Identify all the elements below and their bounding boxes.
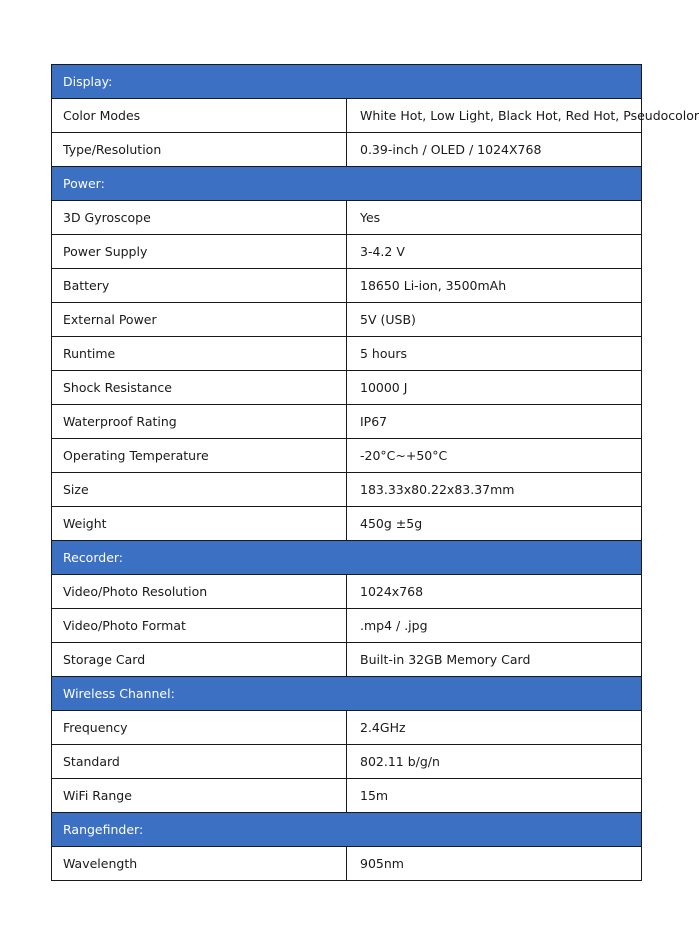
spec-row-video-photo-format <box>52 609 642 643</box>
section-title: Power: <box>52 167 642 201</box>
section-title: Recorder: <box>52 541 642 575</box>
spec-row-gyroscope <box>52 201 642 235</box>
section-title: Rangefinder: <box>52 813 642 847</box>
spec-label: Wavelength <box>52 847 347 881</box>
spec-value: 2.4GHz <box>347 711 642 745</box>
spec-label: WiFi Range <box>52 779 347 813</box>
spec-value: .mp4 / .jpg <box>347 609 642 643</box>
spec-value: Yes <box>347 201 642 235</box>
spec-value: White Hot, Low Light, Black Hot, Red Hot, Pseudocolor <box>347 99 642 133</box>
spec-value: 3-4.2 V <box>347 235 642 269</box>
spec-value: IP67 <box>347 405 642 439</box>
spec-row-wifi-range <box>52 779 642 813</box>
spec-row-frequency <box>52 711 642 745</box>
spec-label: Weight <box>52 507 347 541</box>
spec-row-type-resolution <box>52 133 642 167</box>
spec-label: Color Modes <box>52 99 347 133</box>
spec-label: Standard <box>52 745 347 779</box>
spec-row-color-modes <box>52 99 642 133</box>
spec-label: Frequency <box>52 711 347 745</box>
spec-label: Runtime <box>52 337 347 371</box>
spec-row-shock-resistance <box>52 371 642 405</box>
spec-label: Operating Temperature <box>52 439 347 473</box>
spec-label: Size <box>52 473 347 507</box>
section-header-power <box>52 167 642 201</box>
section-title: Wireless Channel: <box>52 677 642 711</box>
section-header-recorder <box>52 541 642 575</box>
spec-value: 10000 J <box>347 371 642 405</box>
spec-row-operating-temperature <box>52 439 642 473</box>
spec-row-weight <box>52 507 642 541</box>
section-title: Display: <box>52 65 642 99</box>
spec-table <box>51 64 699 881</box>
spec-value: 802.11 b/g/n <box>347 745 642 779</box>
spec-value: 183.33x80.22x83.37mm <box>347 473 642 507</box>
spec-value: 1024x768 <box>347 575 642 609</box>
spec-value: 0.39-inch / OLED / 1024X768 <box>347 133 642 167</box>
spec-row-external-power <box>52 303 642 337</box>
spec-value: Built-in 32GB Memory Card <box>347 643 642 677</box>
spec-value: -20°C~+50°C <box>347 439 642 473</box>
spec-value: 450g ±5g <box>347 507 642 541</box>
section-header-rangefinder <box>52 813 642 847</box>
spec-value: 5 hours <box>347 337 642 371</box>
spec-label: External Power <box>52 303 347 337</box>
spec-value: 5V (USB) <box>347 303 642 337</box>
spec-value: 18650 Li-ion, 3500mAh <box>347 269 642 303</box>
spec-value: 15m <box>347 779 642 813</box>
spec-label: Battery <box>52 269 347 303</box>
section-header-display <box>52 65 642 99</box>
spec-label: 3D Gyroscope <box>52 201 347 235</box>
spec-label: Shock Resistance <box>52 371 347 405</box>
spec-label: Storage Card <box>52 643 347 677</box>
spec-value: 905nm <box>347 847 642 881</box>
spec-row-waterproof-rating <box>52 405 642 439</box>
spec-row-power-supply <box>52 235 642 269</box>
spec-label: Video/Photo Resolution <box>52 575 347 609</box>
spec-row-storage-card <box>52 643 642 677</box>
section-header-wireless-channel <box>52 677 642 711</box>
spec-label: Type/Resolution <box>52 133 347 167</box>
spec-row-runtime <box>52 337 642 371</box>
spec-row-standard <box>52 745 642 779</box>
spec-label: Waterproof Rating <box>52 405 347 439</box>
spec-row-video-photo-resolution <box>52 575 642 609</box>
spec-row-wavelength <box>52 847 642 881</box>
spec-label: Power Supply <box>52 235 347 269</box>
spec-row-size <box>52 473 642 507</box>
spec-label: Video/Photo Format <box>52 609 347 643</box>
spec-row-battery <box>52 269 642 303</box>
